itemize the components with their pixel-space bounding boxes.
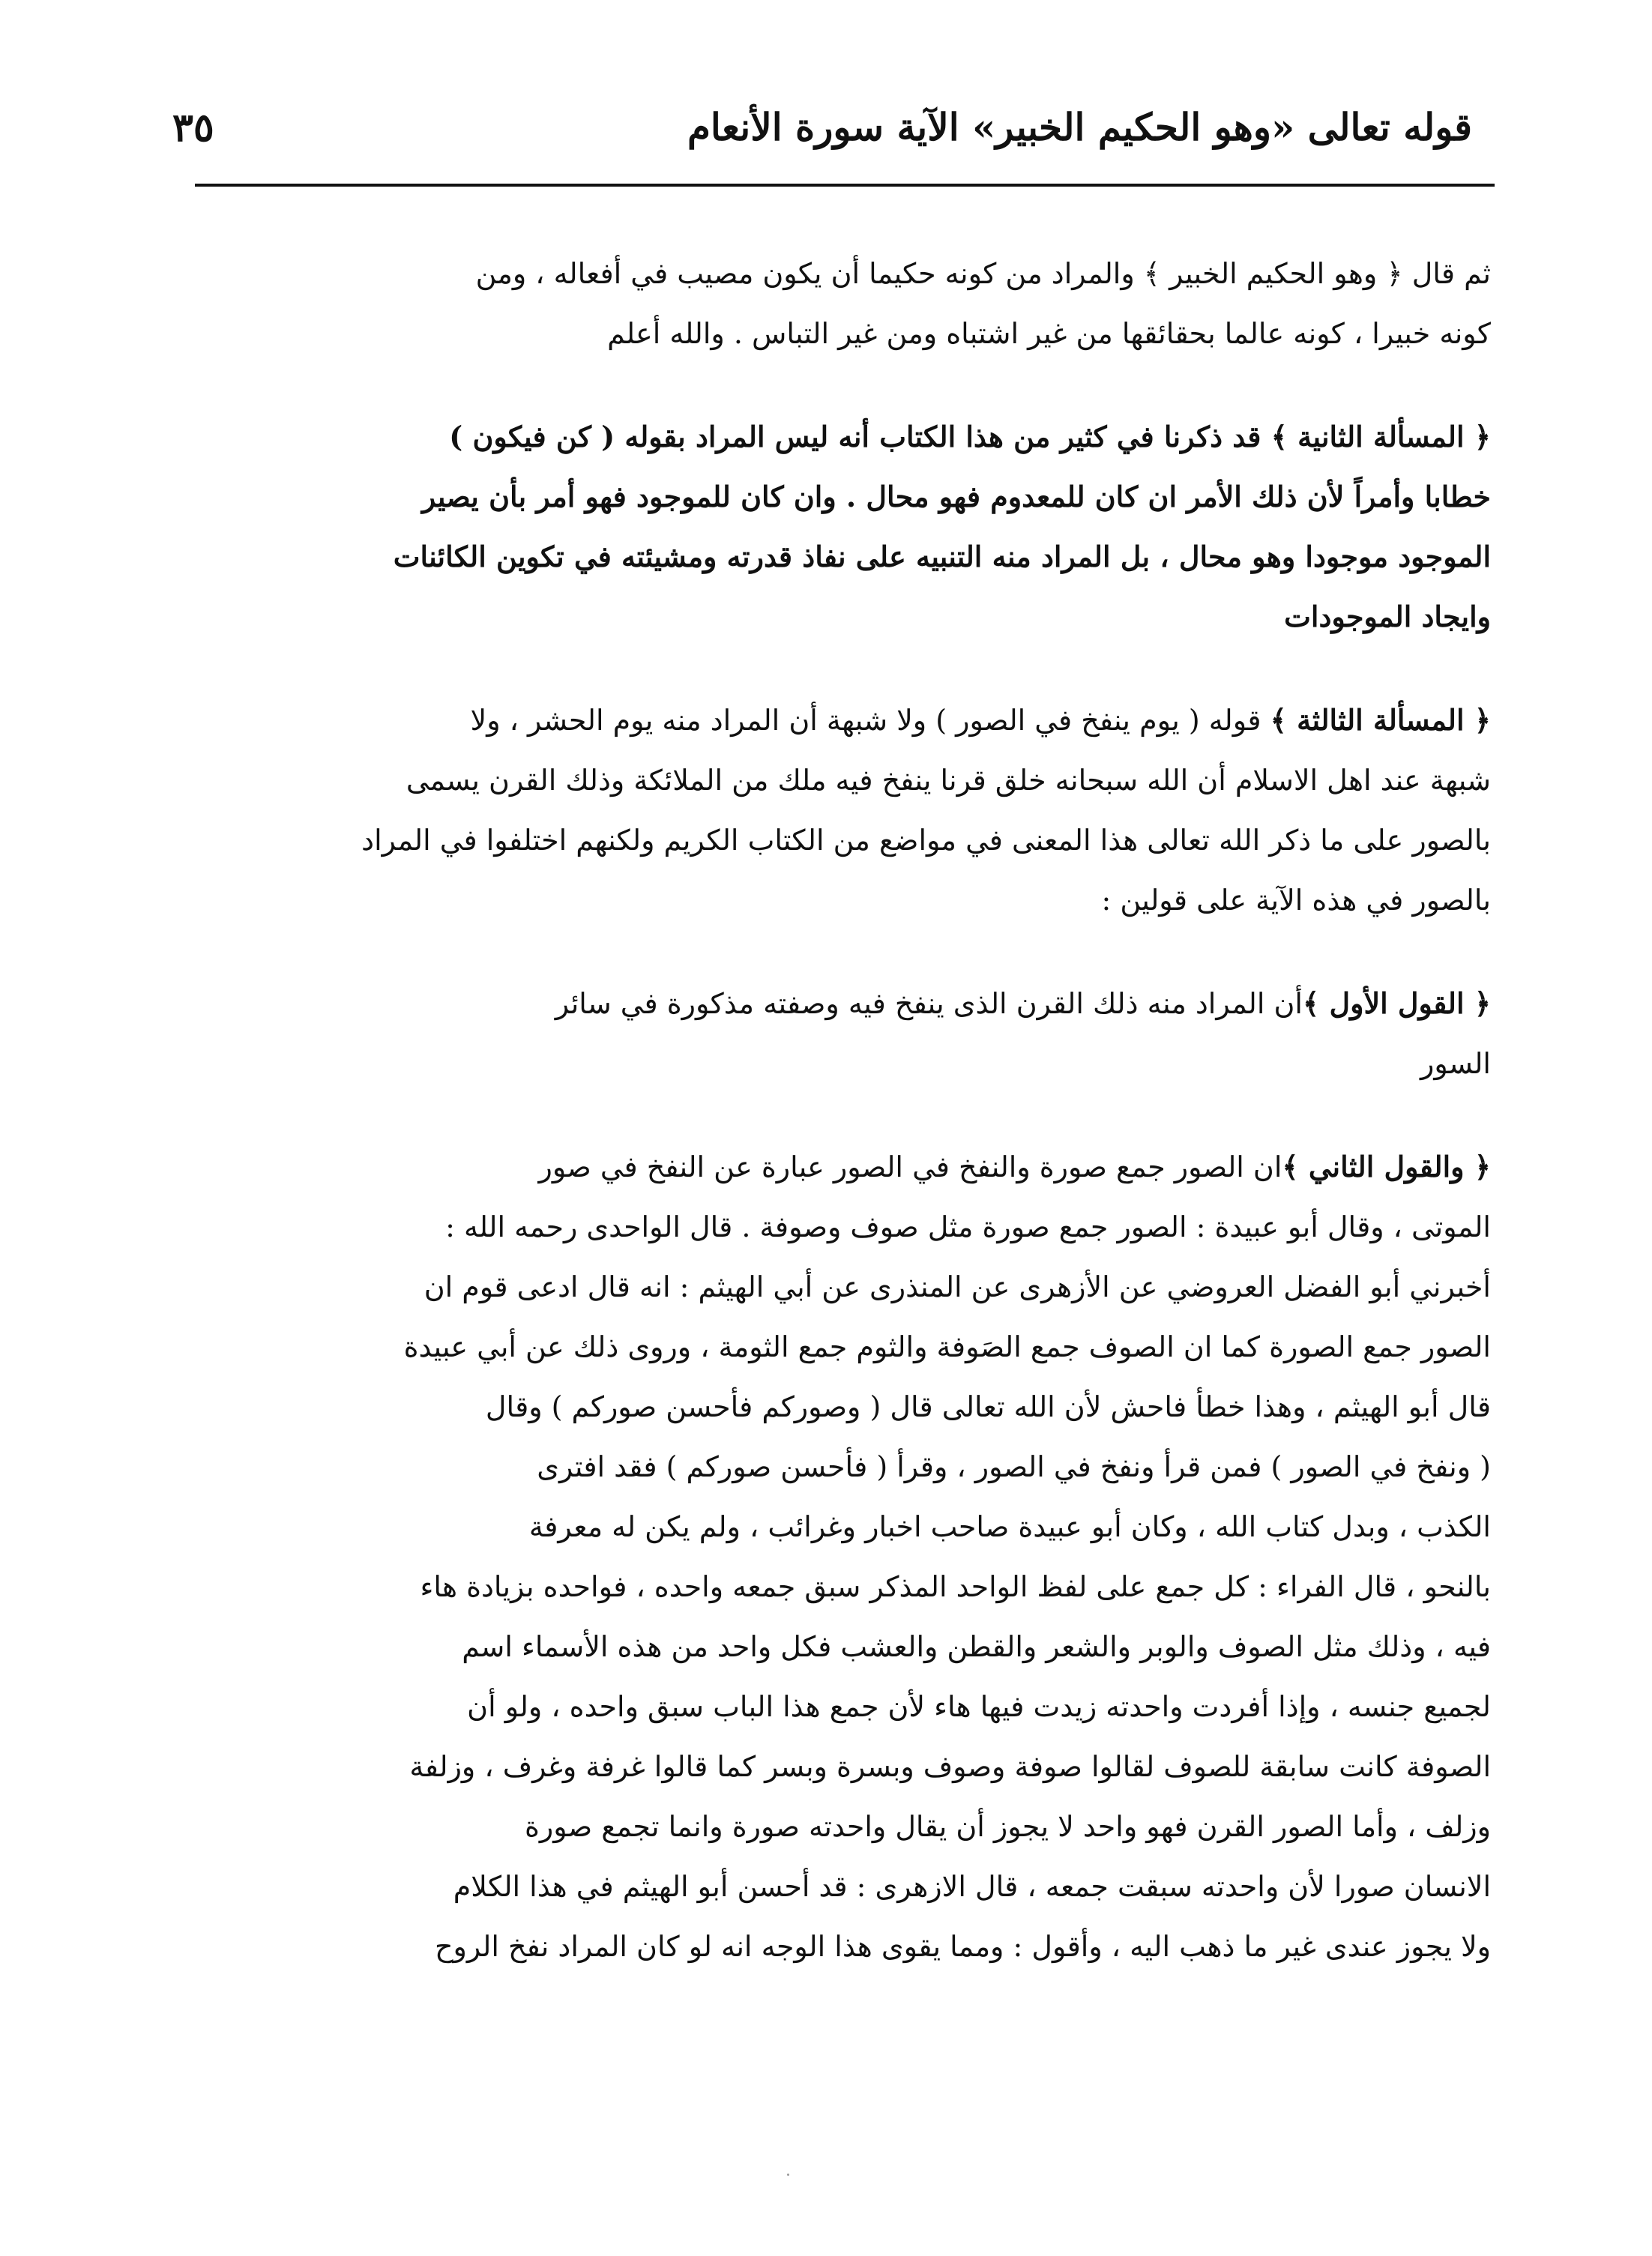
scan-speck <box>787 2174 789 2176</box>
section-lead: ﴿ والقول الثاني ﴾ <box>1282 1150 1491 1183</box>
paragraph-first-opinion <box>172 974 1491 1094</box>
section-lead: ﴿ المسألة الثالثة ﴾ <box>1270 703 1491 737</box>
paragraph-gap <box>172 647 1491 690</box>
paragraph-gap <box>172 1094 1491 1137</box>
page-body <box>172 244 1491 1976</box>
paragraph-gap <box>172 364 1491 407</box>
paragraph-text: ثم قال ﴿ وهو الحكيم الخبير ﴾ والمراد من كونه حكيما أن يكون مصيب في أفعاله ، ومن كونه خبيرا ، كونه عالما بحقائقها من غير اشتباه ومن غير التباس . والله أعلم <box>475 257 1491 350</box>
page-number: ٣٥ <box>172 105 214 151</box>
section-lead: ﴿ القول الأول ﴾ <box>1302 986 1491 1020</box>
section-lead: ﴿ المسألة الثانية ﴾ <box>1270 420 1491 453</box>
running-title: قوله تعالى «وهو الحكيم الخبير» الآية سورة الأنعام <box>687 105 1472 149</box>
paragraph-conclusion <box>172 244 1491 364</box>
paragraph-gap <box>172 930 1491 974</box>
paragraph-third-issue <box>172 690 1491 930</box>
running-header <box>172 105 1472 172</box>
paragraph-second-opinion <box>172 1137 1491 1976</box>
paragraph-second-issue <box>172 407 1491 647</box>
paragraph-text: ان الصور جمع صورة والنفخ في الصور عبارة عن النفخ في صور الموتى ، وقال أبو عبيدة : الصور جمع صورة مثل صوف وصوفة . قال الواحدى رحمه الله : أخبرني أبو الفضل العروضي عن الأزهرى عن المنذرى عن أبي الهيثم : انه قال ادعى قوم ان الصور جمع الصورة كما ان الصوف جمع الصَوفة والثوم جمع الثومة ، وروى ذلك عن أبي عبيدة قال أبو الهيثم ، وهذا خطأ فاحش لأن الله تعالى قال ( وصوركم فأحسن صوركم ) وقال ( ونفخ في الصور ) فمن قرأ ونفخ في الصور ، وقرأ ( فأحسن صوركم ) فقد افترى الكذب ، وبدل كتاب الله ، وكان أبو عبيدة صاحب اخبار وغرائب ، ولم يكن له معرفة بالنحو ، قال الفراء : كل جمع على لفظ الواحد المذكر سبق جمعه واحده ، فواحده بزيادة هاء فيه ، وذلك مثل الصوف والوبر والشعر والقطن والعشب فكل واحد من هذه الأسماء اسم لجميع جنسه ، وإذا أفردت واحدته زيدت فيها هاء لأن جمع هذا الباب سبق واحده ، ولو أن الصوفة كانت سابقة للصوف لقالوا صوفة وصوف وبسرة وبسر كما قالوا غرفة وغرف ، وزلفة وزلف ، وأما الصور القرن فهو واحد لا يجوز أن يقال واحدته صورة وانما تجمع صورة الانسان صورا لأن واحدته سبقت جمعه ، قال الازهرى : قد أحسن أبو الهيثم في هذا الكلام ولا يجوز عندى غير ما ذهب اليه ، وأقول : ومما يقوى هذا الوجه انه لو كان المراد نفخ الروح <box>403 1150 1491 1963</box>
paragraph-text: قوله ( يوم ينفخ في الصور ) ولا شبهة أن المراد منه يوم الحشر ، ولا شبهة عند اهل الاسلام أن الله سبحانه خلق قرنا ينفخ فيه ملك من الملائكة وذلك القرن يسمى بالصور على ما ذكر الله تعالى هذا المعنى في مواضع من الكتاب الكريم ولكنهم اختلفوا في المراد بالصور في هذه الآية على قولين : <box>361 704 1491 917</box>
paragraph-text: قد ذكرنا في كثير من هذا الكتاب أنه ليس المراد بقوله ( كن فيكون ) خطابا وأمراً لأن ذلك الأمر ان كان للمعدوم فهو محال . وان كان للموجود فهو أمر بأن يصير الموجود موجودا وهو محال ، بل المراد منه التنبيه على نفاذ قدرته ومشيئته في تكوين الكائنات وايجاد الموجودات <box>393 420 1491 633</box>
paragraph-text: أن المراد منه ذلك القرن الذى ينفخ فيه وصفته مذكورة في سائر السور <box>555 987 1491 1080</box>
header-rule <box>195 184 1495 187</box>
